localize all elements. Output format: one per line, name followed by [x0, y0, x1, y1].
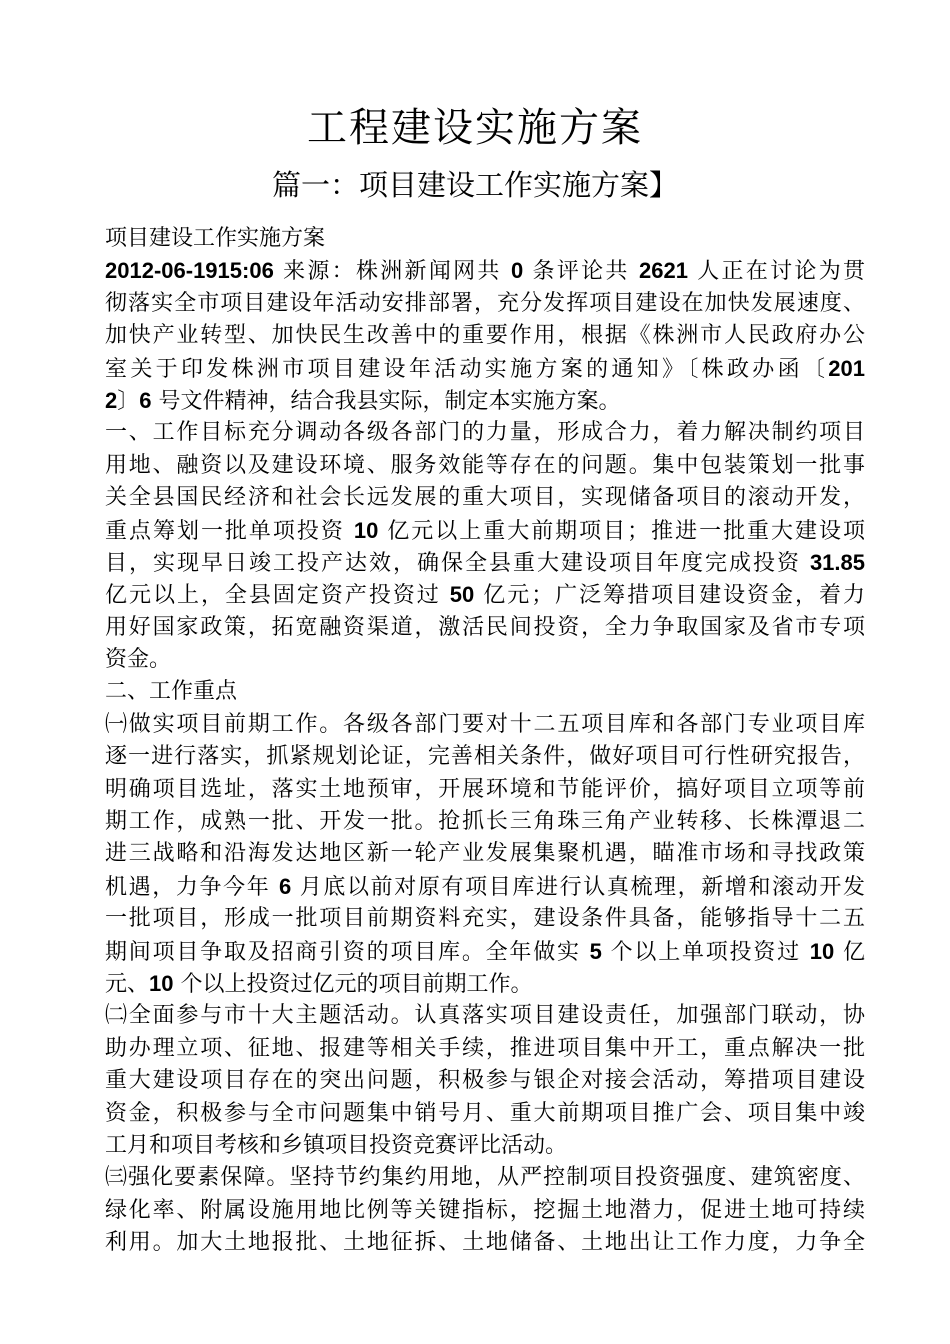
text-line: 机遇，力争今年 6 月底以前对原有项目库进行认真梳理，新增和滚动开发	[105, 873, 865, 900]
text-line: 期间项目争取及招商引资的项目库。全年做实 5 个以上单项投资过 10 亿	[105, 938, 865, 965]
text-line: 逐一进行落实，抓紧规划论证，完善相关条件，做好项目可行性研究报告，	[105, 744, 865, 770]
text-line: 亿元以上，全县固定资产投资过 50 亿元；广泛筹措项目建设资金，着力	[105, 582, 865, 609]
text-line: 室关于印发株洲市项目建设年活动实施方案的通知》〔株政办函〔201	[105, 355, 865, 382]
page-title: 工程建设实施方案	[307, 105, 643, 151]
text-line: 绿化率、附属设施用地比例等关键指标，挖掘土地潜力，促进土地可持续	[105, 1197, 865, 1223]
text-line: 元、10 个以上投资过亿元的项目前期工作。	[105, 970, 533, 997]
text-line: 重点筹划一批单项投资 10 亿元以上重大前期项目；推进一批重大建设项	[105, 517, 865, 544]
text-line: 2〕6 号文件精神，结合我县实际，制定本实施方案。	[105, 387, 621, 414]
text-line: 目，实现早日竣工投产达效，确保全县重大建设项目年度完成投资 31.85	[105, 549, 865, 576]
page-subtitle: 篇一：项目建设工作实施方案】	[271, 168, 678, 202]
text-line: 彻落实全市项目建设年活动安排部署，充分发挥项目建设在加快发展速度、	[105, 290, 865, 316]
text-line: ㈠做实项目前期工作。各级各部门要对十二五项目库和各部门专业项目库	[105, 711, 865, 737]
text-line: 明确项目选址，落实土地预审，开展环境和节能评价，搞好项目立项等前	[105, 776, 865, 802]
text-line: 一批项目，形成一批项目前期资料充实，建设条件具备，能够指导十二五	[105, 906, 865, 932]
text-line: 项目建设工作实施方案	[105, 226, 326, 251]
text-line: 助办理立项、征地、报建等相关手续，推进项目集中开工，重点解决一批	[105, 1035, 865, 1061]
text-line: 2012-06-1915:06 来源：株洲新闻网共 0 条评论共 2621 人正在讨论为贯	[105, 258, 865, 285]
text-line: ㈡全面参与市十大主题活动。认真落实项目建设责任，加强部门联动，协	[105, 1003, 865, 1029]
text-line: 重大建设项目存在的突出问题，积极参与银企对接会活动，筹措项目建设	[105, 1068, 865, 1094]
text-line: 进三战略和沿海发达地区新一轮产业发展集聚机遇，瞄准市场和寻找政策	[105, 841, 865, 867]
text-line: 一、工作目标充分调动各级各部门的力量，形成合力，着力解决制约项目	[105, 420, 865, 446]
text-line: 二、工作重点	[105, 679, 238, 705]
text-line: 关全县国民经济和社会长远发展的重大项目，实现储备项目的滚动开发，	[105, 485, 865, 511]
text-line: 利用。加大土地报批、土地征拆、土地储备、土地出让工作力度，力争全	[105, 1230, 865, 1256]
text-line: 期工作，成熟一批、开发一批。抢抓长三角珠三角产业转移、长株潭退二	[105, 809, 865, 835]
text-line: ㈢强化要素保障。坚持节约集约用地，从严控制项目投资强度、建筑密度、	[105, 1165, 865, 1191]
document-body	[105, 223, 865, 1260]
text-line: 资金。	[105, 647, 172, 673]
text-line: 用地、融资以及建设环境、服务效能等存在的问题。集中包装策划一批事	[105, 452, 865, 478]
text-line: 用好国家政策，拓宽融资渠道，激活民间投资，全力争取国家及省市专项	[105, 614, 865, 640]
text-line: 加快产业转型、加快民生改善中的重要作用，根据《株洲市人民政府办公	[105, 323, 865, 349]
text-line: 工月和项目考核和乡镇项目投资竞赛评比活动。	[105, 1132, 568, 1158]
text-line: 资金，积极参与全市问题集中销号月、重大前期项目推广会、项目集中竣	[105, 1100, 865, 1126]
